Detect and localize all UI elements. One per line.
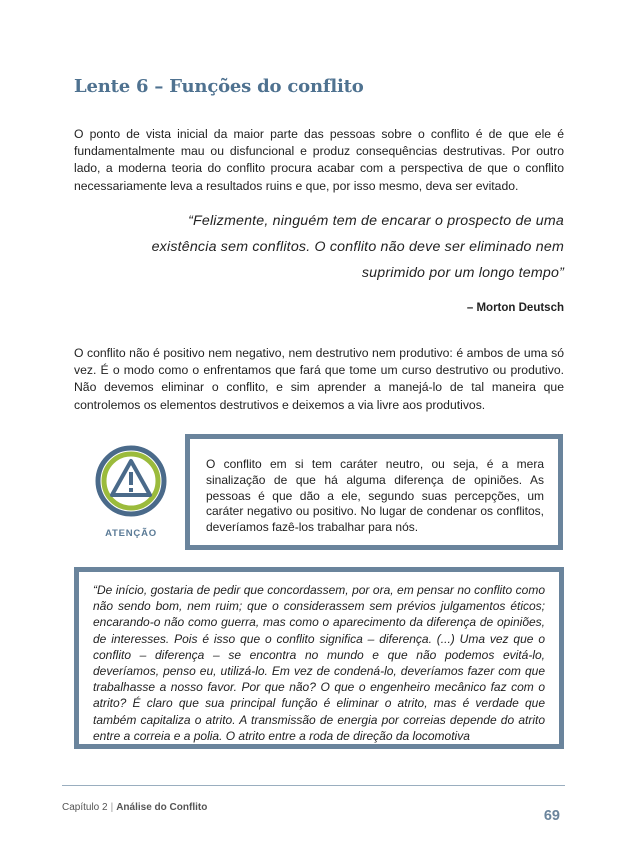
chapter-title: Análise do Conflito	[116, 802, 208, 813]
second-paragraph: O conflito não é positivo nem negativo, nem destrutivo nem produtivo: é ambos de uma só vez. É o modo como o enfrentamos que fará que tome um curso destrutivo ou produtivo. Não devemos eliminar o conflito, e sim aprender a manejá-lo de tal maneira que controlemos os elementos destrutivos e deixemos a via livre aos produtivos.	[74, 346, 564, 412]
footer-chapter	[62, 802, 207, 813]
footer-divider	[62, 785, 565, 786]
attention-note-box	[185, 434, 563, 550]
citation-box	[74, 567, 564, 749]
attention-label: ATENÇÃO	[105, 528, 157, 539]
section-title: Lente 6 – Funções do conflito	[74, 76, 364, 97]
quote-author: – Morton Deutsch	[466, 302, 564, 314]
pull-quote: “Felizmente, ninguém tem de encarar o prospecto de uma existência sem conflitos. O conflito não deve ser eliminado nem suprimido por um longo tempo”	[151, 213, 564, 281]
chapter-label: Capítulo 2	[62, 802, 108, 813]
warning-triangle-icon	[95, 445, 167, 517]
intro-paragraph: O ponto de vista inicial da maior parte das pessoas sobre o conflito é de que ele é fundamentalmente mau ou disfuncional e produz consequências destrutivas. Por outro lado, a moderna teoria do conflito procura acabar com a perspectiva de que o conflito necessariamente leva a resultados ruins e que, por isso mesmo, deva ser evitado.	[74, 127, 564, 193]
page-number: 69	[543, 808, 560, 824]
attention-note-text: O conflito em si tem caráter neutro, ou seja, é a mera sinalização de que há alguma diferença de opiniões. As pessoas é que dão a ele, segundo suas percepções, um caráter negativo ou positivo. No lugar de condenar os conflitos, deveríamos fazê-los trabalhar para nós.	[206, 457, 544, 535]
citation-text: “De início, gostaria de pedir que concordassem, por ora, em pensar no conflito como não sendo bom, nem ruim; que o considerassem sem prévios julgamentos éticos; encarando-o não como guerra, mas como o aparecimento da diferença de opiniões, de interesses. Pois é isso que o conflito significa – diferença. (...) Uma vez que o conflito – diferença – se encontra no mundo e que não podemos evitá-lo, deveríamos, penso eu, utilizá-lo. Em vez de condená-lo, deveríamos fazer com que trabalhasse a nosso favor. Por que não? O que o engenheiro mecânico faz com o atrito? É claro que sua principal função é eliminar o atrito, mas é verdade que também capitaliza o atrito. A transmissão de energia por correias depende do atrito entre a correia e a polia. O atrito entre a roda de direção da locomotiva	[93, 583, 545, 743]
footer-separator: |	[110, 802, 114, 813]
